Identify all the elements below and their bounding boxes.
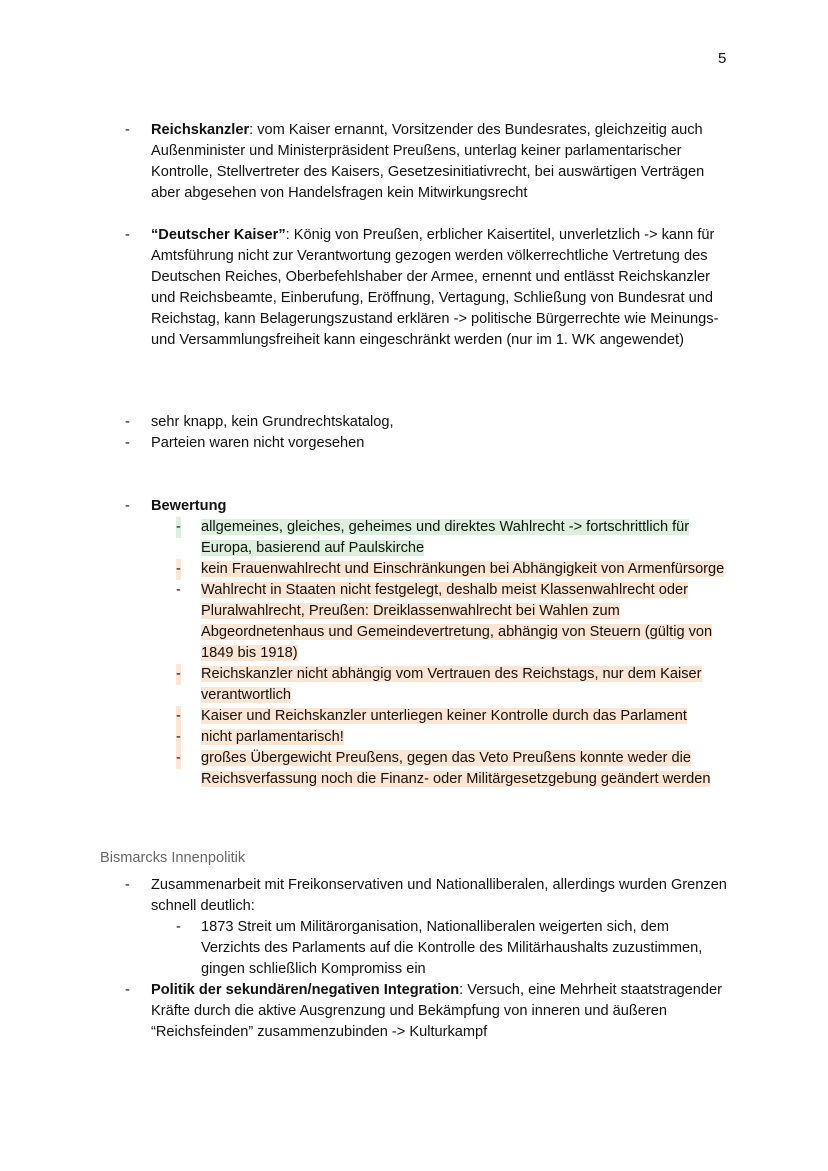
kaiser-block <box>120 225 730 351</box>
page-number: 5 <box>718 50 727 67</box>
list-item <box>120 748 730 790</box>
bullet-dash: - <box>125 877 130 893</box>
list-item <box>120 225 730 351</box>
bewertung-block <box>120 496 730 790</box>
list-item <box>120 120 730 204</box>
list-item-text: sehr knapp, kein Grundrechtskatalog, <box>151 414 394 430</box>
list-item-content <box>151 120 730 204</box>
bullet-dash: - <box>176 582 181 598</box>
list-item-text: Wahlrecht in Staaten nicht festgelegt, deshalb meist Klassenwahlrecht oder Pluralwahlrecht, Preußen: Dreiklassenwahlrecht bei Wahlen zum Abgeordnetenhaus und Gemeindevertretung, abhängig von Steuern (gültig von 1849 bis 1918) <box>201 582 713 661</box>
reichskanzler-block <box>120 120 730 204</box>
list-item-content <box>151 980 730 1043</box>
integration-description: : Versuch, eine Mehrheit staatstragender Kräfte durch die aktive Ausgrenzung und Bekämpfung von inneren und äußeren “Reichsfeinden” zusammenzubinden -> Kulturkampf <box>151 982 723 1040</box>
bewertung-title: Bewertung <box>151 498 227 514</box>
bullet-dash: - <box>176 706 181 727</box>
list-item-text: Reichskanzler nicht abhängig vom Vertrauen des Reichstags, nur dem Kaiser verantwortlich <box>201 666 702 703</box>
list-item-text: Kaiser und Reichskanzler unterliegen keiner Kontrolle durch das Parlament <box>201 708 687 724</box>
bullet-dash: - <box>176 517 181 538</box>
bullet-dash: - <box>125 498 130 514</box>
list-item-text: Zusammenarbeit mit Freikonservativen und Nationalliberalen, allerdings wurden Grenzen schnell deutlich: <box>151 877 727 914</box>
list-item <box>120 706 730 727</box>
list-item <box>120 580 730 664</box>
reichskanzler-description: : vom Kaiser ernannt, Vorsitzender des Bundesrates, gleichzeitig auch Außenminister und Ministerpräsident Preußens, unterlag keiner parlamentarischer Kontrolle, Stellvertreter des Kaisers, Gesetzesinitiativrecht, bei auswärtigen Verträgen aber abgesehen von Handelsfragen kein Mitwirkungsrecht <box>151 122 705 201</box>
list-item <box>120 496 730 517</box>
bullet-dash: - <box>125 982 130 998</box>
list-item <box>120 727 730 748</box>
list-item <box>120 412 730 433</box>
bullet-dash: - <box>125 414 130 430</box>
bullet-dash: - <box>125 122 130 138</box>
bullet-dash: - <box>176 559 181 580</box>
list-item-text: Parteien waren nicht vorgesehen <box>151 435 365 451</box>
constitution-notes-block <box>120 412 730 454</box>
list-item-text: großes Übergewicht Preußens, gegen das Veto Preußens konnte weder die Reichsverfassung noch die Finanz- oder Militärgesetzgebung geändert werden <box>201 750 711 787</box>
list-item <box>120 980 730 1043</box>
innenpolitik-block <box>120 875 730 1043</box>
list-item <box>120 517 730 559</box>
section-heading: Bismarcks Innenpolitik <box>100 850 246 866</box>
bullet-dash: - <box>176 664 181 685</box>
term-deutscher-kaiser: “Deutscher Kaiser” <box>151 227 286 243</box>
term-sekundaere-integration: Politik der sekundären/negativen Integration <box>151 982 460 998</box>
bullet-dash: - <box>176 748 181 769</box>
bullet-dash: - <box>125 227 130 243</box>
bullet-dash: - <box>176 919 181 935</box>
list-item <box>120 917 730 980</box>
list-item-text: kein Frauenwahlrecht und Einschränkungen bei Abhängigkeit von Armenfürsorge <box>201 561 725 577</box>
list-item-content <box>151 225 730 351</box>
kaiser-description: : König von Preußen, erblicher Kaisertitel, unverletzlich -> kann für Amtsführung nicht zur Verantwortung gezogen werden völkerrechtliche Vertretung des Deutschen Reiches, Oberbefehlshaber der Armee, ernennt und entlässt Reichskanzler und Reichsbeamte, Einberufung, Eröffnung, Vertagung, Schließung von Bundesrat und Reichstag, kann Belagerungszustand erklären -> politische Bürgerrechte wie Meinungs- und Versammlungsfreiheit kann eingeschränkt werden (nur im 1. WK angewendet) <box>151 227 719 348</box>
list-item <box>120 559 730 580</box>
list-item <box>120 664 730 706</box>
list-item-text: nicht parlamentarisch! <box>201 729 344 745</box>
bullet-dash: - <box>176 727 181 748</box>
list-item-text: allgemeines, gleiches, geheimes und direktes Wahlrecht -> fortschrittlich für Europa, basierend auf Paulskirche <box>201 519 690 556</box>
list-item <box>120 433 730 454</box>
list-item <box>120 875 730 917</box>
list-item-text: 1873 Streit um Militärorganisation, Nationalliberalen weigerten sich, dem Verzichts des Parlaments auf die Kontrolle des Militärhaushalts zuzustimmen, gingen schließlich Kompromiss ein <box>201 919 703 977</box>
term-reichskanzler: Reichskanzler <box>151 122 250 138</box>
bullet-dash: - <box>125 435 130 451</box>
